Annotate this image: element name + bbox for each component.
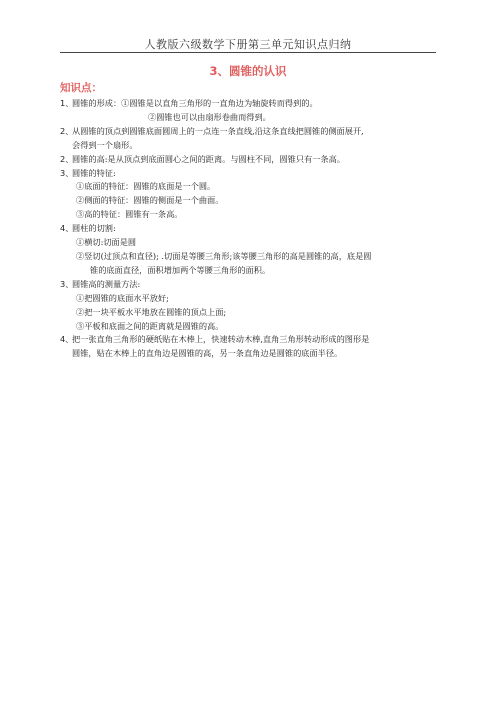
item-number: 2、	[60, 125, 74, 136]
list-subitem: ①横切:切面是圆	[76, 237, 137, 248]
list-subitem: ②侧面的特征：圆锥的侧面是一个曲面。	[76, 195, 224, 206]
section-heading: 知识点：	[60, 82, 102, 94]
item-text: 圆锥高的测量方法:	[72, 278, 141, 289]
item-text: 圆锥的高:是从顶点到底面圆心之间的距离。与圆柱不同，圆锥只有一条高。	[72, 153, 345, 164]
list-item	[60, 278, 444, 292]
item-text: 从圆锥的顶点到圆锥底面圆周上的一点连一条直线,沿这条直线把圆锥的侧面展开,	[72, 125, 364, 136]
item-text: 圆锥的特征:	[72, 167, 116, 178]
item-number: 3、	[60, 167, 74, 178]
list-subitem: ①底面的特征：圆锥的底面是一个圆。	[76, 181, 216, 192]
list-subitem-continuation: 锥的底面直径，面积增加两个等腰三角形的面积。	[90, 264, 271, 275]
list-item	[60, 167, 444, 181]
list-subitem: ①把圆锥的底面水平放好;	[76, 292, 169, 303]
item-number: 4、	[60, 334, 74, 345]
list-subitem: ②圆锥也可以由扇形卷曲而得到。	[148, 111, 271, 122]
list-item	[60, 153, 444, 167]
page-header: 人教版六级数学下册第三单元知识点归纳	[144, 38, 352, 51]
list-item	[60, 333, 444, 347]
page-title: 3、圆锥的认识	[209, 64, 287, 78]
item-number: 2、	[60, 153, 74, 164]
list-subitem: ②把一块平板水平地放在圆锥的顶点上面;	[76, 306, 227, 317]
list-subitem: ③高的特征：圆锥有一条高。	[76, 209, 183, 220]
item-number: 4、	[60, 223, 74, 234]
list-subitem: ③平板和底面之间的距离就是圆锥的高。	[76, 320, 224, 331]
item-number: 3、	[60, 278, 74, 289]
item-number: 1、	[60, 98, 74, 108]
list-item	[60, 222, 444, 236]
list-subitem: ②竖切(过顶点和直径); .切面是等腰三角形;该等腰三角形的高是圆锥的高，底是圆	[76, 250, 372, 261]
header-divider	[60, 52, 436, 53]
list-item-continuation: 圆锥，贴在木棒上的直角边是圆锥的高，另一条直角边是圆锥的底面半径。	[72, 348, 343, 359]
knowledge-list	[60, 97, 444, 361]
item-text: 圆柱的切割:	[72, 223, 116, 234]
item-text: 把一张直角三角形的硬纸贴在木棒上，快速转动木棒,直角三角形转动形成的图形是	[72, 334, 370, 345]
item-text: 圆锥的形成：①圆锥是以直角三角形的一直角边为轴旋转而得到的。	[72, 98, 318, 108]
list-item-continuation: 会得到一个扇形。	[72, 139, 138, 150]
list-item	[60, 125, 444, 139]
list-item	[60, 97, 444, 111]
